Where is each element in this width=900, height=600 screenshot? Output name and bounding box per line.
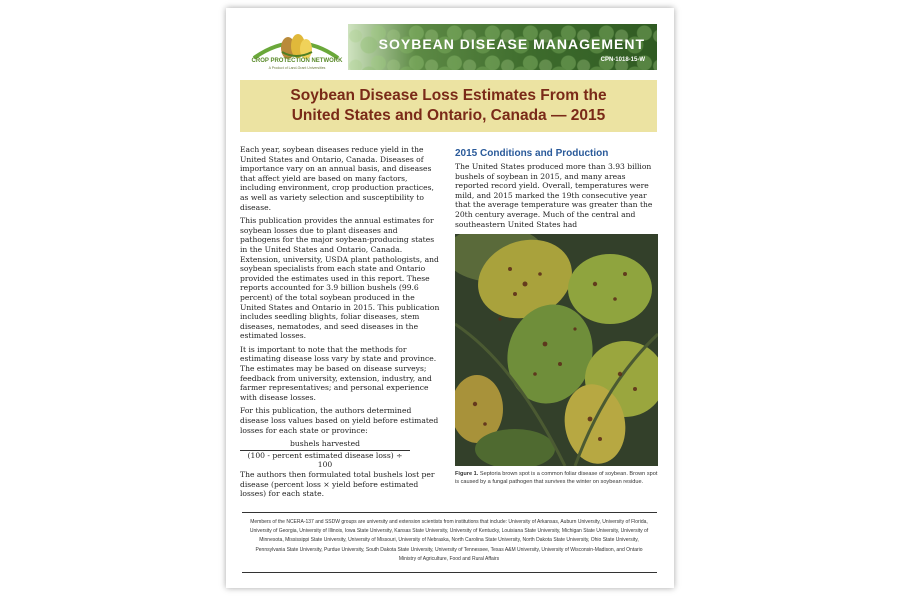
figure-caption — [455, 470, 658, 486]
document-page — [226, 8, 674, 588]
document-title: Soybean Disease Loss Estimates From the United States and Ontario, Canada — 2015 — [290, 87, 607, 124]
logo-name: CROP PROTECTION NETWORK — [251, 58, 343, 64]
footer-institutions: Members of the NCERA-137 and SSDW groups are university and extension scientists from institutions that include: University of Arkansas, Auburn University, University of Florida, University of Georgia, University of Illinois, Iowa State University, Kansas State University, University of Kentucky, Louisiana State University, Michigan State University, University of Minnesota, Mississippi State University, University of Missouri, University of Nebraska, North Carolina State University, North Dakota State University, Ohio State University, Pennsylvania State University, Purdue University, South Dakota State University, University of Tennessee, Texas A&M University, University of Wisconsin-Madison, and Ontario Ministry of Agriculture, Food and Rural Affairs — [249, 519, 649, 562]
soybean-leaf-photo — [455, 234, 658, 466]
paragraph: It is important to note that the methods for estimating disease loss vary by state and province. The estimates may be based on disease surveys; feedback from university, extension, industry, and farmer representatives; and personal experience with disease losses. — [240, 344, 437, 402]
right-column — [455, 148, 660, 229]
formula-denominator: (100 - percent estimated disease loss) ÷ 100 — [247, 450, 403, 470]
yield-formula — [240, 439, 410, 470]
paragraph: This publication provides the annual estimates for soybean losses due to plant diseases and pathogens for the major soybean-producing states in the United States and Ontario, Canada. Extension, university, USDA plant pathologists, and soybean specialists from each state and Ontario provided the estimates used in this report. These reports accounted for 3.9 billion bushels (99.6 percent) of the total soybean produced in the United States and Ontario in 2015. This publication includes seedling blights, foliar diseases, stem diseases, nematodes, and seed diseases in the estimated losses. — [240, 216, 440, 341]
logo-tagline: A Product of Land-Grant Universities — [268, 66, 326, 70]
figure-label: Figure 1. — [455, 471, 479, 477]
figure-caption-text: Septoria brown spot is a common foliar disease of soybean. Brown spot is caused by a fungal pathogen that survives the winter on soybean residue. — [455, 471, 658, 485]
paragraph: For this publication, the authors determined disease loss values based on yield before estimated losses for each state or province: — [240, 406, 439, 435]
left-column — [240, 145, 440, 503]
paragraph: The authors then formulated total bushels lost per disease (percent loss × yield before estimated losses) for each state. — [240, 470, 435, 499]
footer-bottom-rule — [242, 572, 657, 573]
section-heading: 2015 Conditions and Production — [455, 148, 609, 159]
banner-title: SOYBEAN DISEASE MANAGEMENT — [378, 36, 645, 52]
paragraph: The United States produced more than 3.93 billion bushels of soybean in 2015, and many areas reported record yield. Overall, temperatures were mild, and 2015 marked the 19th consecutive year that the average temperature was greater than the 20th century average. Much of the central and southeastern United States had — [455, 162, 653, 229]
publication-code: CPN-1018-15-W — [600, 57, 645, 63]
formula-numerator: bushels harvested — [240, 439, 410, 451]
crop-protection-network-logo — [246, 20, 346, 82]
footer-top-rule — [242, 512, 657, 513]
paragraph: Each year, soybean diseases reduce yield in the United States and Ontario, Canada. Diseases of importance vary on an annual basis, and diseases that affect yield are based on many factors, including environment, crop production practices, as well as variety selection and susceptibility to disease. — [240, 145, 434, 212]
series-banner — [348, 24, 657, 70]
title-box — [240, 80, 657, 132]
